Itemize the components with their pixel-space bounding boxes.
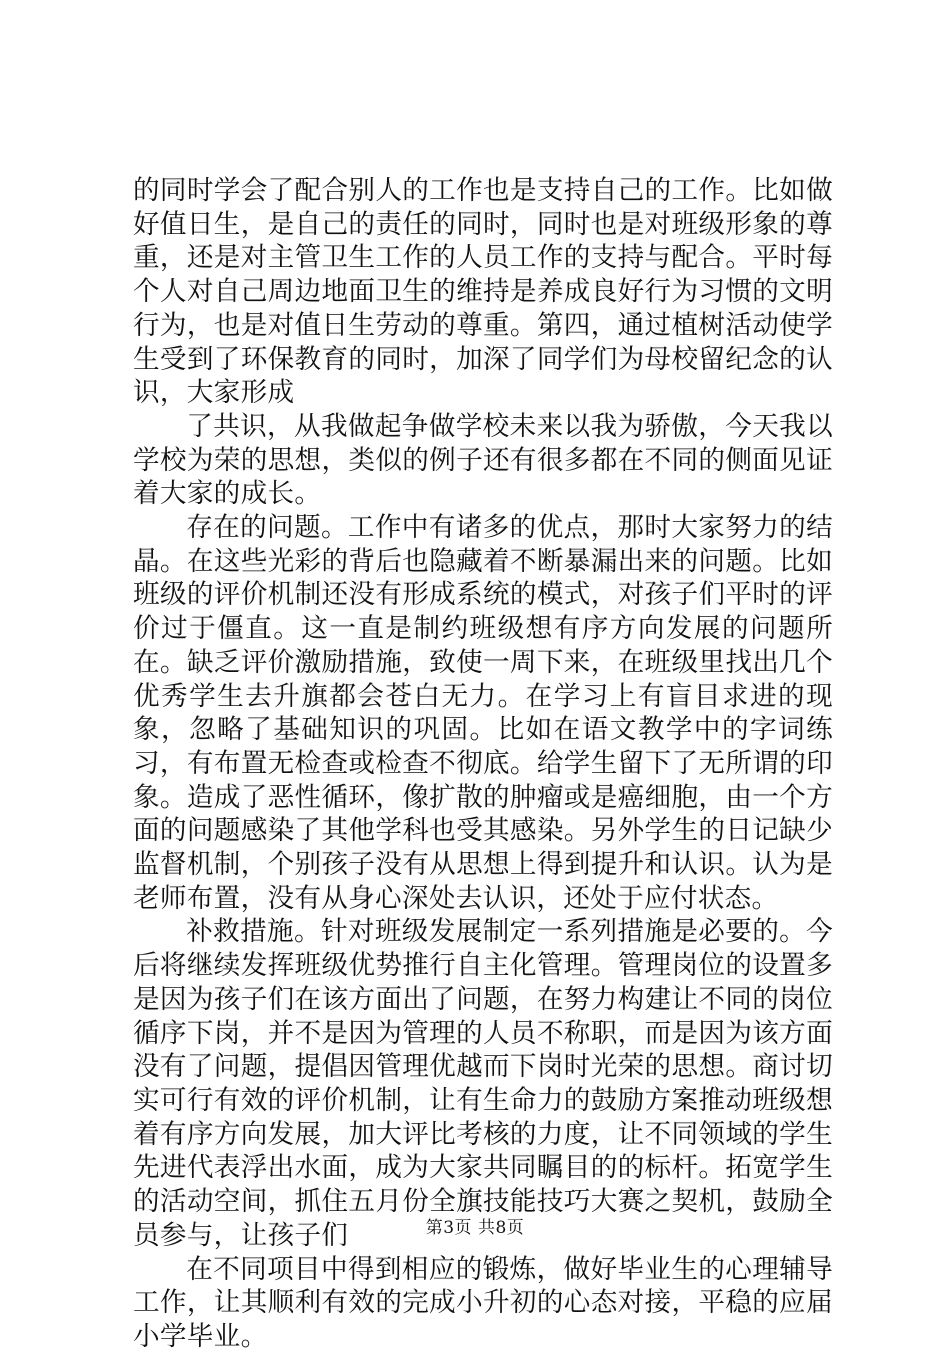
- paragraph-graduation: 在不同项目中得到相应的锻炼，做好毕业生的心理辅导工作，让其顺利有效的完成小升初的心态对接，平稳的应届小学毕业。: [133, 1253, 833, 1352]
- paragraph-consensus: 了共识，从我做起争做学校未来以我为骄傲，今天我以学校为荣的思想，类似的例子还有很多都在不同的侧面见证着大家的成长。: [133, 410, 833, 510]
- page-number-footer: 第3页 共8页: [425, 1218, 525, 1238]
- body-text: [133, 174, 833, 1354]
- paragraph-remedies: 补救措施。针对班级发展制定一系列措施是必要的。今后将继续发挥班级优势推行自主化管理。管理岗位的设置多是因为孩子们在该方面出了问题，在努力构建让不同的岗位循序下岗，并不是因为管理的人员不称职，而是因为该方面没有了问题，提倡因管理优越而下岗时光荣的思想。商讨切实可行有效的评价机制，让有生命力的鼓励方案推动班级想着有序方向发展，加大评比考核的力度，让不同领域的学生先进代表浮出水面，成为大家共同瞩目的的标杆。拓宽学生的活动空间，抓住五月份全旗技能技巧大赛之契机，鼓励全员参与，让孩子们: [133, 916, 833, 1251]
- paragraph-continuation: 的同时学会了配合别人的工作也是支持自己的工作。比如做好值日生，是自己的责任的同时，同时也是对班级形象的尊重，还是对主管卫生工作的人员工作的支持与配合。平时每个人对自己周边地面卫生的维持是养成良好行为习惯的文明行为，也是对值日生劳动的尊重。第四，通过植树活动使学生受到了环保教育的同时，加深了同学们为母校留纪念的认识，大家形成: [133, 175, 833, 409]
- paragraph-problems: 存在的问题。工作中有诸多的优点，那时大家努力的结晶。在这些光彩的背后也隐藏着不断暴漏出来的问题。比如班级的评价机制还没有形成系统的模式，对孩子们平时的评价过于僵直。这一直是制约班级想有序方向发展的问题所在。缺乏评价激励措施，致使一周下来，在班级里找出几个优秀学生去升旗都会苍白无力。在学习上有盲目求进的现象，忽略了基础知识的巩固。比如在语文教学中的字词练习，有布置无检查或检查不彻底。给学生留下了无所谓的印象。造成了恶性循环，像扩散的肿瘤或是癌细胞，由一个方面的问题感染了其他学科也受其感染。另外学生的日记缺少监督机制，个别孩子没有从思想上得到提升和认识。认为是老师布置，没有从身心深处去认识，还处于应付状态。: [133, 512, 833, 914]
